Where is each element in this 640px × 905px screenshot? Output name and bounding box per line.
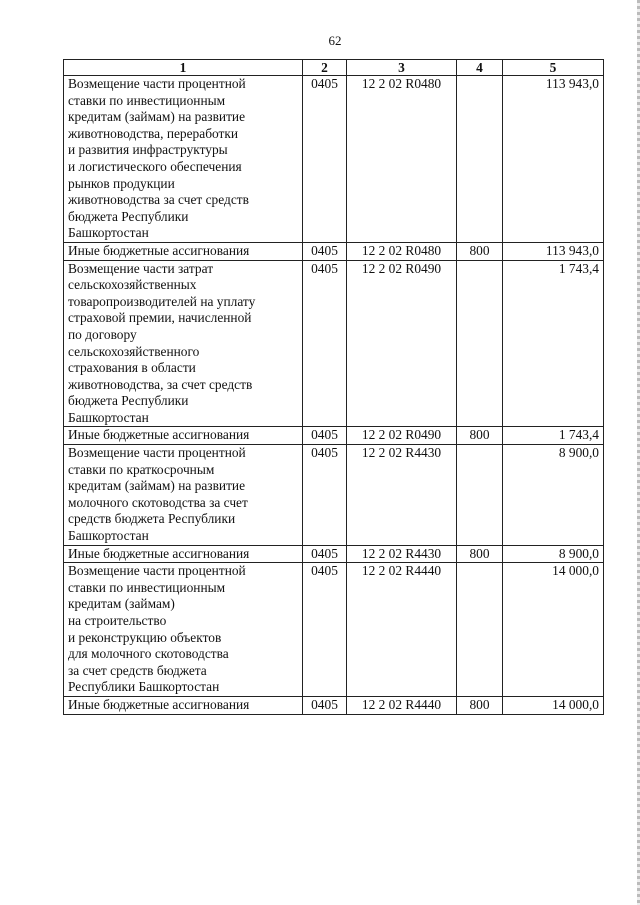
row-name-line: кредитам (займам) на развитие [68,109,246,125]
row-amount: 14 000,0 [503,563,604,697]
row-amount: 8 900,0 [503,445,604,546]
row-name-line: за счет средств бюджета [68,662,207,678]
row-name-line: животноводства, за счет средств [68,376,253,392]
row-section: 0405 [303,545,347,563]
row-name-line: средств бюджета Республики [68,511,236,527]
row-amount: 1 743,4 [503,260,604,427]
row-section: 0405 [303,696,347,714]
row-name-line: животноводства за счет средств [68,192,249,208]
row-name-line: бюджета Республики [68,208,189,224]
table-row [64,76,604,243]
row-name [64,445,303,546]
row-amount: 113 943,0 [503,242,604,260]
row-type [457,563,503,697]
row-code: 12 2 02 R4440 [347,696,457,714]
row-name-line: Возмещение части процентной [68,76,246,91]
row-name-line: кредитам (займам) [68,596,175,612]
row-code: 12 2 02 R0480 [347,242,457,260]
table-row [64,242,604,260]
row-type: 800 [457,545,503,563]
row-name-line: по договору [68,326,137,342]
row-amount: 1 743,4 [503,427,604,445]
table-row [64,445,604,546]
table-header [64,60,604,76]
row-name-line: и логистического обеспечения [68,158,242,174]
row-section: 0405 [303,563,347,697]
table-row [64,696,604,714]
header-col-4: 4 [457,60,503,76]
row-code: 12 2 02 R0490 [347,260,457,427]
row-section: 0405 [303,76,347,243]
row-name-line: Возмещение части затрат [68,260,214,276]
row-name-line: страхования в области [68,360,196,376]
row-name-line: Иные бюджетные ассигнования [68,427,250,443]
row-code: 12 2 02 R0480 [347,76,457,243]
row-name-line: Башкортостан [68,528,149,544]
row-name-line: для молочного скотоводства [68,646,229,662]
table-row [64,545,604,563]
header-col-2: 2 [303,60,347,76]
row-section: 0405 [303,260,347,427]
row-section: 0405 [303,242,347,260]
row-name-line: бюджета Республики [68,393,189,409]
row-name-line: рынков продукции [68,175,175,191]
row-name-line: Иные бюджетные ассигнования [68,696,250,712]
row-name-line: животноводства, переработки [68,125,239,141]
row-name-line: Иные бюджетные ассигнования [68,242,250,258]
row-name-line: Республики Башкортостан [68,679,220,695]
table-row [64,260,604,427]
row-type [457,445,503,546]
row-name-line: и развития инфраструктуры [68,142,228,158]
row-name-line: Башкортостан [68,225,149,241]
row-name-line: товаропроизводителей на уплату [68,293,256,309]
row-name-line: молочного скотоводства за счет [68,494,248,510]
table-body [64,76,604,715]
row-name [64,696,303,714]
row-code: 12 2 02 R0490 [347,427,457,445]
row-name [64,260,303,427]
budget-table [63,59,604,715]
row-name-line: Башкортостан [68,409,149,425]
row-section: 0405 [303,427,347,445]
header-row [64,60,604,76]
row-code: 12 2 02 R4430 [347,445,457,546]
header-col-3: 3 [347,60,457,76]
row-name-line: Возмещение части процентной [68,563,246,579]
row-name-line: кредитам (займам) на развитие [68,478,246,494]
row-name [64,545,303,563]
row-name-line: на строительство [68,613,167,628]
row-name-line: ставки по краткосрочным [68,461,215,477]
row-name [64,563,303,697]
row-name [64,242,303,260]
row-section: 0405 [303,445,347,546]
row-code: 12 2 02 R4430 [347,545,457,563]
row-type [457,260,503,427]
row-name-line: Иные бюджетные ассигнования [68,545,250,561]
table-row [64,563,604,697]
row-name-line: страховой премии, начисленной [68,310,252,326]
row-name-line: ставки по инвестиционным [68,579,226,595]
row-type [457,76,503,243]
row-type: 800 [457,696,503,714]
row-name-line: сельскохозяйственных [68,277,197,293]
row-name [64,76,303,243]
row-amount: 113 943,0 [503,76,604,243]
row-name-line: и реконструкцию объектов [68,629,222,645]
row-name-line: Возмещение части процентной [68,445,246,461]
page-number: 62 [328,33,342,48]
header-col-5: 5 [503,60,604,76]
row-type: 800 [457,242,503,260]
row-code: 12 2 02 R4440 [347,563,457,697]
row-name-line: сельскохозяйственного [68,343,200,359]
row-name [64,427,303,445]
row-amount: 14 000,0 [503,696,604,714]
header-col-1: 1 [64,60,303,76]
row-amount: 8 900,0 [503,545,604,563]
table-row [64,427,604,445]
row-name-line: ставки по инвестиционным [68,92,226,108]
row-type: 800 [457,427,503,445]
